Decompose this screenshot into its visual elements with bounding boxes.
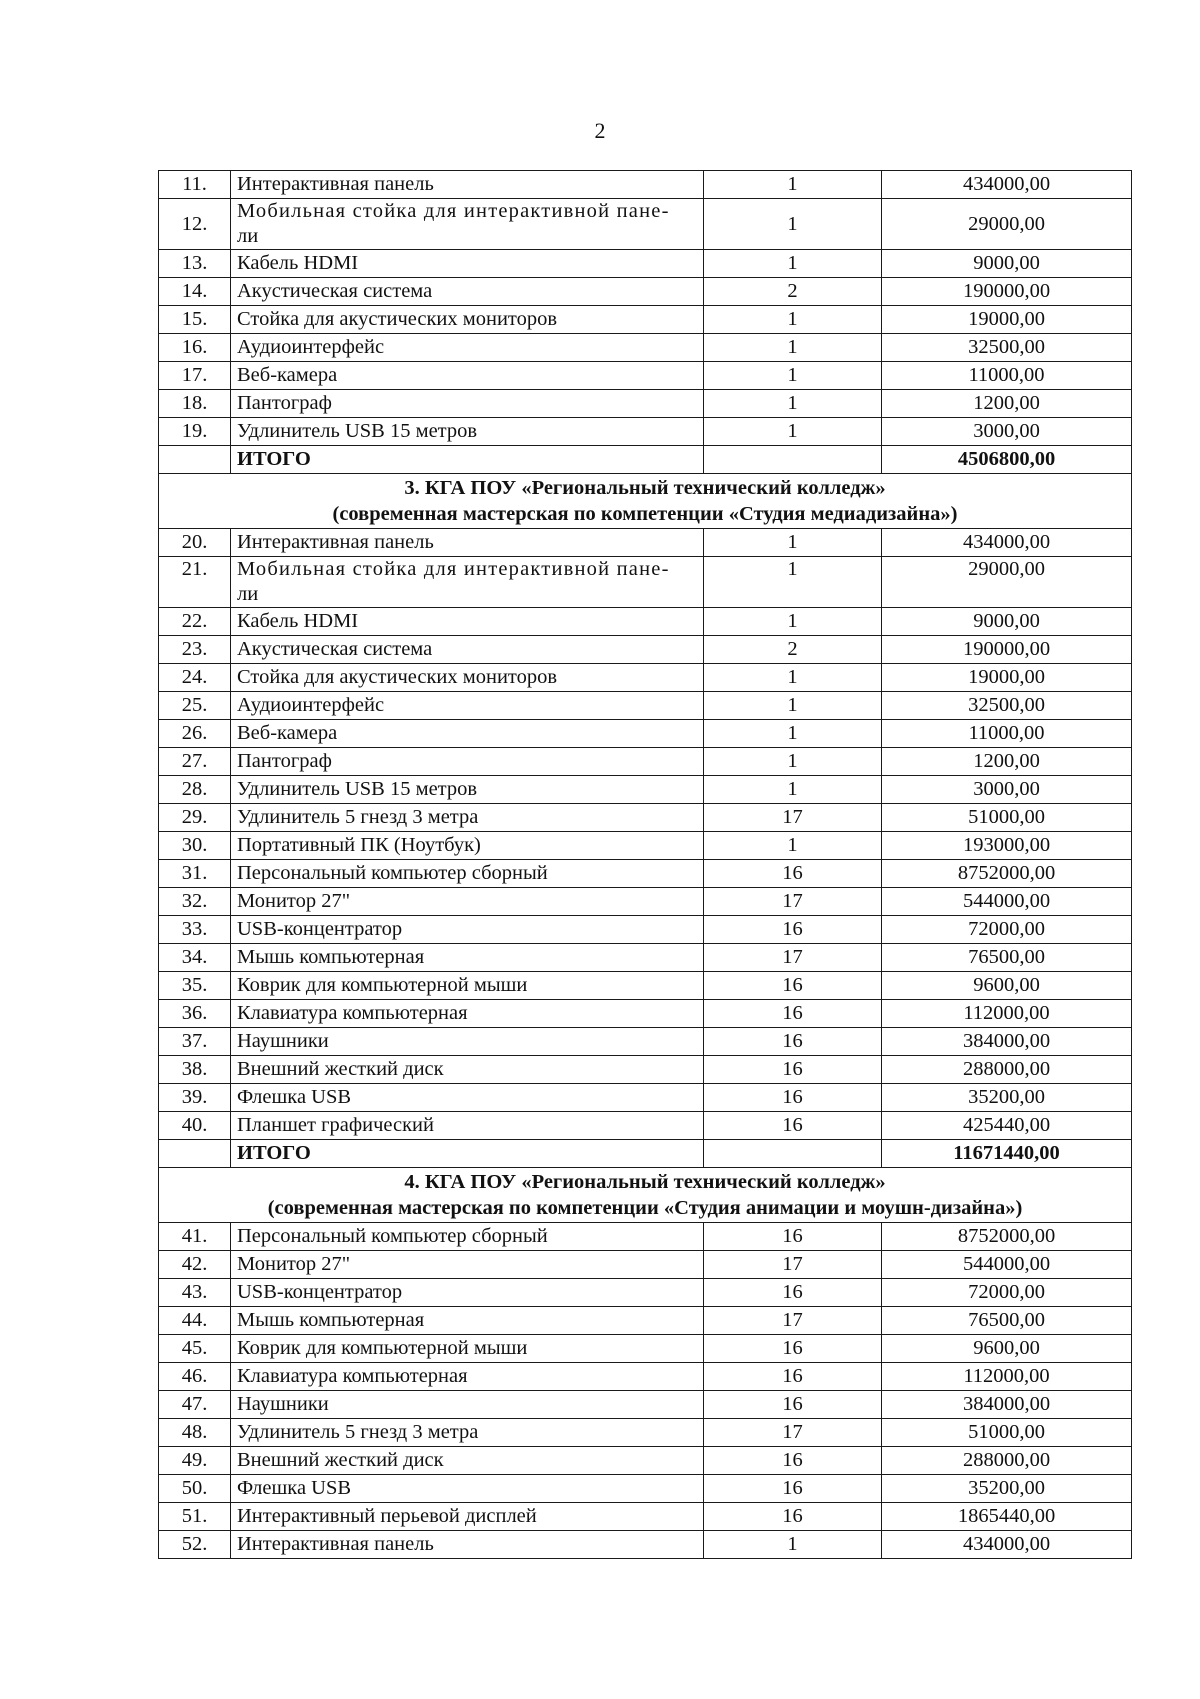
row-number: 30. [159, 832, 231, 860]
item-sum: 288000,00 [882, 1056, 1132, 1084]
row-number: 39. [159, 1084, 231, 1112]
item-quantity: 16 [704, 1223, 882, 1251]
item-quantity: 17 [704, 1307, 882, 1335]
item-quantity: 1 [704, 776, 882, 804]
item-quantity: 1 [704, 720, 882, 748]
row-number: 44. [159, 1307, 231, 1335]
row-number: 24. [159, 664, 231, 692]
total-sum: 11671440,00 [882, 1140, 1132, 1168]
item-name: Кабель HDMI [231, 250, 704, 278]
item-sum: 1200,00 [882, 390, 1132, 418]
row-number: 16. [159, 334, 231, 362]
table-row [159, 636, 1132, 664]
item-name: Веб-камера [231, 720, 704, 748]
row-number: 40. [159, 1112, 231, 1140]
table-row [159, 1335, 1132, 1363]
row-number: 35. [159, 972, 231, 1000]
item-sum: 1200,00 [882, 748, 1132, 776]
table-row [159, 720, 1132, 748]
row-number: 11. [159, 171, 231, 199]
table-row [159, 804, 1132, 832]
table-row [159, 1000, 1132, 1028]
item-name: Коврик для компьютерной мыши [231, 972, 704, 1000]
table-row [159, 1056, 1132, 1084]
table-row [159, 1503, 1132, 1531]
total-empty-cell [159, 446, 231, 474]
row-number: 43. [159, 1279, 231, 1307]
row-number: 22. [159, 608, 231, 636]
table-row [159, 418, 1132, 446]
table-row [159, 608, 1132, 636]
item-sum: 9000,00 [882, 608, 1132, 636]
item-name: Кабель HDMI [231, 608, 704, 636]
item-quantity: 17 [704, 1419, 882, 1447]
item-name: Коврик для компьютерной мыши [231, 1335, 704, 1363]
item-sum: 434000,00 [882, 529, 1132, 557]
item-name: Флешка USB [231, 1475, 704, 1503]
item-sum: 8752000,00 [882, 860, 1132, 888]
item-name: Персональный компьютер сборный [231, 1223, 704, 1251]
table-row [159, 1531, 1132, 1559]
item-name: USB-концентратор [231, 1279, 704, 1307]
row-number: 52. [159, 1531, 231, 1559]
item-name: Мышь компьютерная [231, 1307, 704, 1335]
table-row [159, 557, 1132, 608]
row-number: 33. [159, 916, 231, 944]
item-sum: 11000,00 [882, 720, 1132, 748]
table-row [159, 199, 1132, 250]
row-number: 19. [159, 418, 231, 446]
item-quantity: 16 [704, 1475, 882, 1503]
row-number: 17. [159, 362, 231, 390]
item-name: Удлинитель USB 15 метров [231, 418, 704, 446]
section-header [159, 1168, 1132, 1223]
table-row [159, 916, 1132, 944]
item-name: Мобильная стойка для интерактивной пане- ли [231, 557, 704, 608]
item-sum: 288000,00 [882, 1447, 1132, 1475]
item-sum: 190000,00 [882, 636, 1132, 664]
item-name: Акустическая система [231, 636, 704, 664]
section-subtitle: (современная мастерская по компетенции «Студия медиадизайна») [332, 503, 958, 525]
total-sum: 4506800,00 [882, 446, 1132, 474]
item-sum: 112000,00 [882, 1363, 1132, 1391]
table-row [159, 306, 1132, 334]
item-quantity: 1 [704, 1531, 882, 1559]
item-sum: 193000,00 [882, 832, 1132, 860]
item-name: Монитор 27" [231, 888, 704, 916]
row-number: 12. [159, 199, 231, 250]
item-name: Внешний жесткий диск [231, 1447, 704, 1475]
table-row [159, 1279, 1132, 1307]
item-quantity: 16 [704, 1000, 882, 1028]
item-sum: 434000,00 [882, 171, 1132, 199]
table-row [159, 1084, 1132, 1112]
item-sum: 3000,00 [882, 776, 1132, 804]
table-row [159, 832, 1132, 860]
item-sum: 112000,00 [882, 1000, 1132, 1028]
row-number: 45. [159, 1335, 231, 1363]
item-sum: 32500,00 [882, 334, 1132, 362]
table-row [159, 171, 1132, 199]
row-number: 13. [159, 250, 231, 278]
item-name: Аудиоинтерфейс [231, 334, 704, 362]
table-row [159, 860, 1132, 888]
item-sum: 1865440,00 [882, 1503, 1132, 1531]
item-sum: 32500,00 [882, 692, 1132, 720]
item-quantity: 1 [704, 250, 882, 278]
item-quantity: 17 [704, 1251, 882, 1279]
item-name: Веб-камера [231, 362, 704, 390]
total-empty-qty [704, 446, 882, 474]
table-row [159, 278, 1132, 306]
item-quantity: 16 [704, 972, 882, 1000]
table-row [159, 250, 1132, 278]
row-number: 49. [159, 1447, 231, 1475]
item-quantity: 1 [704, 748, 882, 776]
table-row [159, 334, 1132, 362]
item-quantity: 17 [704, 804, 882, 832]
item-name: Интерактивная панель [231, 171, 704, 199]
item-name: Пантограф [231, 748, 704, 776]
row-number: 32. [159, 888, 231, 916]
item-sum: 384000,00 [882, 1028, 1132, 1056]
item-name: Наушники [231, 1391, 704, 1419]
item-quantity: 16 [704, 1084, 882, 1112]
item-quantity: 16 [704, 1279, 882, 1307]
item-name: Акустическая система [231, 278, 704, 306]
item-name: Стойка для акустических мониторов [231, 306, 704, 334]
row-number: 41. [159, 1223, 231, 1251]
item-quantity: 2 [704, 278, 882, 306]
section-subtitle: (современная мастерская по компетенции «Студия анимации и моушн-дизайна») [267, 1197, 1023, 1219]
table-row [159, 1251, 1132, 1279]
table-row [159, 1112, 1132, 1140]
table-row [159, 776, 1132, 804]
row-number: 42. [159, 1251, 231, 1279]
table-row [159, 888, 1132, 916]
item-name: Флешка USB [231, 1084, 704, 1112]
equipment-table [158, 170, 1132, 1559]
item-name: Портативный ПК (Ноутбук) [231, 832, 704, 860]
row-number: 46. [159, 1363, 231, 1391]
row-number: 26. [159, 720, 231, 748]
row-number: 38. [159, 1056, 231, 1084]
item-quantity: 1 [704, 362, 882, 390]
table-row [159, 1307, 1132, 1335]
item-name: Мобильная стойка для интерактивной пане- ли [231, 199, 704, 250]
table-row [159, 1223, 1132, 1251]
table-row [159, 944, 1132, 972]
item-name: Планшет графический [231, 1112, 704, 1140]
item-name: Клавиатура компьютерная [231, 1363, 704, 1391]
item-sum: 11000,00 [882, 362, 1132, 390]
total-label: ИТОГО [231, 446, 704, 474]
item-quantity: 2 [704, 636, 882, 664]
item-name: Удлинитель 5 гнезд 3 метра [231, 1419, 704, 1447]
item-name: Пантограф [231, 390, 704, 418]
table-row [159, 748, 1132, 776]
page-number: 2 [594, 118, 606, 143]
row-number: 31. [159, 860, 231, 888]
item-sum: 29000,00 [882, 557, 1132, 608]
item-quantity: 1 [704, 171, 882, 199]
item-sum: 76500,00 [882, 1307, 1132, 1335]
item-quantity: 16 [704, 1447, 882, 1475]
item-sum: 9600,00 [882, 972, 1132, 1000]
item-name: Персональный компьютер сборный [231, 860, 704, 888]
item-sum: 72000,00 [882, 916, 1132, 944]
table-row [159, 692, 1132, 720]
item-quantity: 1 [704, 557, 882, 608]
item-sum: 3000,00 [882, 418, 1132, 446]
item-quantity: 16 [704, 916, 882, 944]
item-quantity: 1 [704, 608, 882, 636]
table-row [159, 529, 1132, 557]
section-header [159, 474, 1132, 529]
row-number: 47. [159, 1391, 231, 1419]
item-quantity: 16 [704, 1056, 882, 1084]
item-name: Клавиатура компьютерная [231, 1000, 704, 1028]
section-title: 3. КГА ПОУ «Региональный технический колледж» [404, 477, 886, 499]
item-name: Интерактивная панель [231, 1531, 704, 1559]
row-number: 20. [159, 529, 231, 557]
item-sum: 72000,00 [882, 1279, 1132, 1307]
table-row [159, 1391, 1132, 1419]
table-row [159, 972, 1132, 1000]
item-quantity: 1 [704, 199, 882, 250]
item-name: Наушники [231, 1028, 704, 1056]
row-number: 37. [159, 1028, 231, 1056]
item-sum: 29000,00 [882, 199, 1132, 250]
total-empty-cell [159, 1140, 231, 1168]
table-row [159, 1419, 1132, 1447]
row-number: 48. [159, 1419, 231, 1447]
total-row [159, 446, 1132, 474]
total-empty-qty [704, 1140, 882, 1168]
item-sum: 9000,00 [882, 250, 1132, 278]
item-quantity: 17 [704, 888, 882, 916]
item-quantity: 16 [704, 1391, 882, 1419]
row-number: 25. [159, 692, 231, 720]
item-quantity: 1 [704, 692, 882, 720]
item-quantity: 1 [704, 334, 882, 362]
item-name: Стойка для акустических мониторов [231, 664, 704, 692]
item-quantity: 16 [704, 1503, 882, 1531]
row-number: 27. [159, 748, 231, 776]
item-sum: 384000,00 [882, 1391, 1132, 1419]
item-name: Аудиоинтерфейс [231, 692, 704, 720]
row-number: 51. [159, 1503, 231, 1531]
item-name: USB-концентратор [231, 916, 704, 944]
row-number: 28. [159, 776, 231, 804]
item-quantity: 17 [704, 944, 882, 972]
item-quantity: 16 [704, 860, 882, 888]
row-number: 21. [159, 557, 231, 608]
item-quantity: 1 [704, 418, 882, 446]
item-name: Удлинитель 5 гнезд 3 метра [231, 804, 704, 832]
item-sum: 425440,00 [882, 1112, 1132, 1140]
item-sum: 9600,00 [882, 1335, 1132, 1363]
item-sum: 544000,00 [882, 888, 1132, 916]
table-row [159, 390, 1132, 418]
item-sum: 8752000,00 [882, 1223, 1132, 1251]
table-row [159, 664, 1132, 692]
total-label: ИТОГО [231, 1140, 704, 1168]
item-sum: 544000,00 [882, 1251, 1132, 1279]
item-sum: 434000,00 [882, 1531, 1132, 1559]
item-sum: 35200,00 [882, 1475, 1132, 1503]
item-sum: 35200,00 [882, 1084, 1132, 1112]
section-title: 4. КГА ПОУ «Региональный технический колледж» [404, 1171, 886, 1193]
equipment-table-body [159, 171, 1132, 1559]
total-row [159, 1140, 1132, 1168]
item-quantity: 16 [704, 1363, 882, 1391]
item-quantity: 1 [704, 832, 882, 860]
table-row [159, 1363, 1132, 1391]
item-sum: 19000,00 [882, 306, 1132, 334]
item-name: Удлинитель USB 15 метров [231, 776, 704, 804]
row-number: 18. [159, 390, 231, 418]
section-header-row [159, 1168, 1132, 1223]
item-quantity: 1 [704, 390, 882, 418]
item-name: Внешний жесткий диск [231, 1056, 704, 1084]
item-quantity: 16 [704, 1112, 882, 1140]
row-number: 34. [159, 944, 231, 972]
row-number: 36. [159, 1000, 231, 1028]
item-name: Мышь компьютерная [231, 944, 704, 972]
row-number: 23. [159, 636, 231, 664]
table-row [159, 1028, 1132, 1056]
item-quantity: 16 [704, 1028, 882, 1056]
item-name: Монитор 27" [231, 1251, 704, 1279]
item-quantity: 1 [704, 306, 882, 334]
item-sum: 19000,00 [882, 664, 1132, 692]
row-number: 15. [159, 306, 231, 334]
item-sum: 51000,00 [882, 804, 1132, 832]
item-quantity: 1 [704, 664, 882, 692]
item-quantity: 1 [704, 529, 882, 557]
item-name: Интерактивный перьевой дисплей [231, 1503, 704, 1531]
row-number: 14. [159, 278, 231, 306]
item-sum: 76500,00 [882, 944, 1132, 972]
table-row [159, 1475, 1132, 1503]
table-row [159, 1447, 1132, 1475]
table-row [159, 362, 1132, 390]
item-quantity: 16 [704, 1335, 882, 1363]
item-sum: 190000,00 [882, 278, 1132, 306]
row-number: 29. [159, 804, 231, 832]
item-sum: 51000,00 [882, 1419, 1132, 1447]
item-name: Интерактивная панель [231, 529, 704, 557]
section-header-row [159, 474, 1132, 529]
row-number: 50. [159, 1475, 231, 1503]
